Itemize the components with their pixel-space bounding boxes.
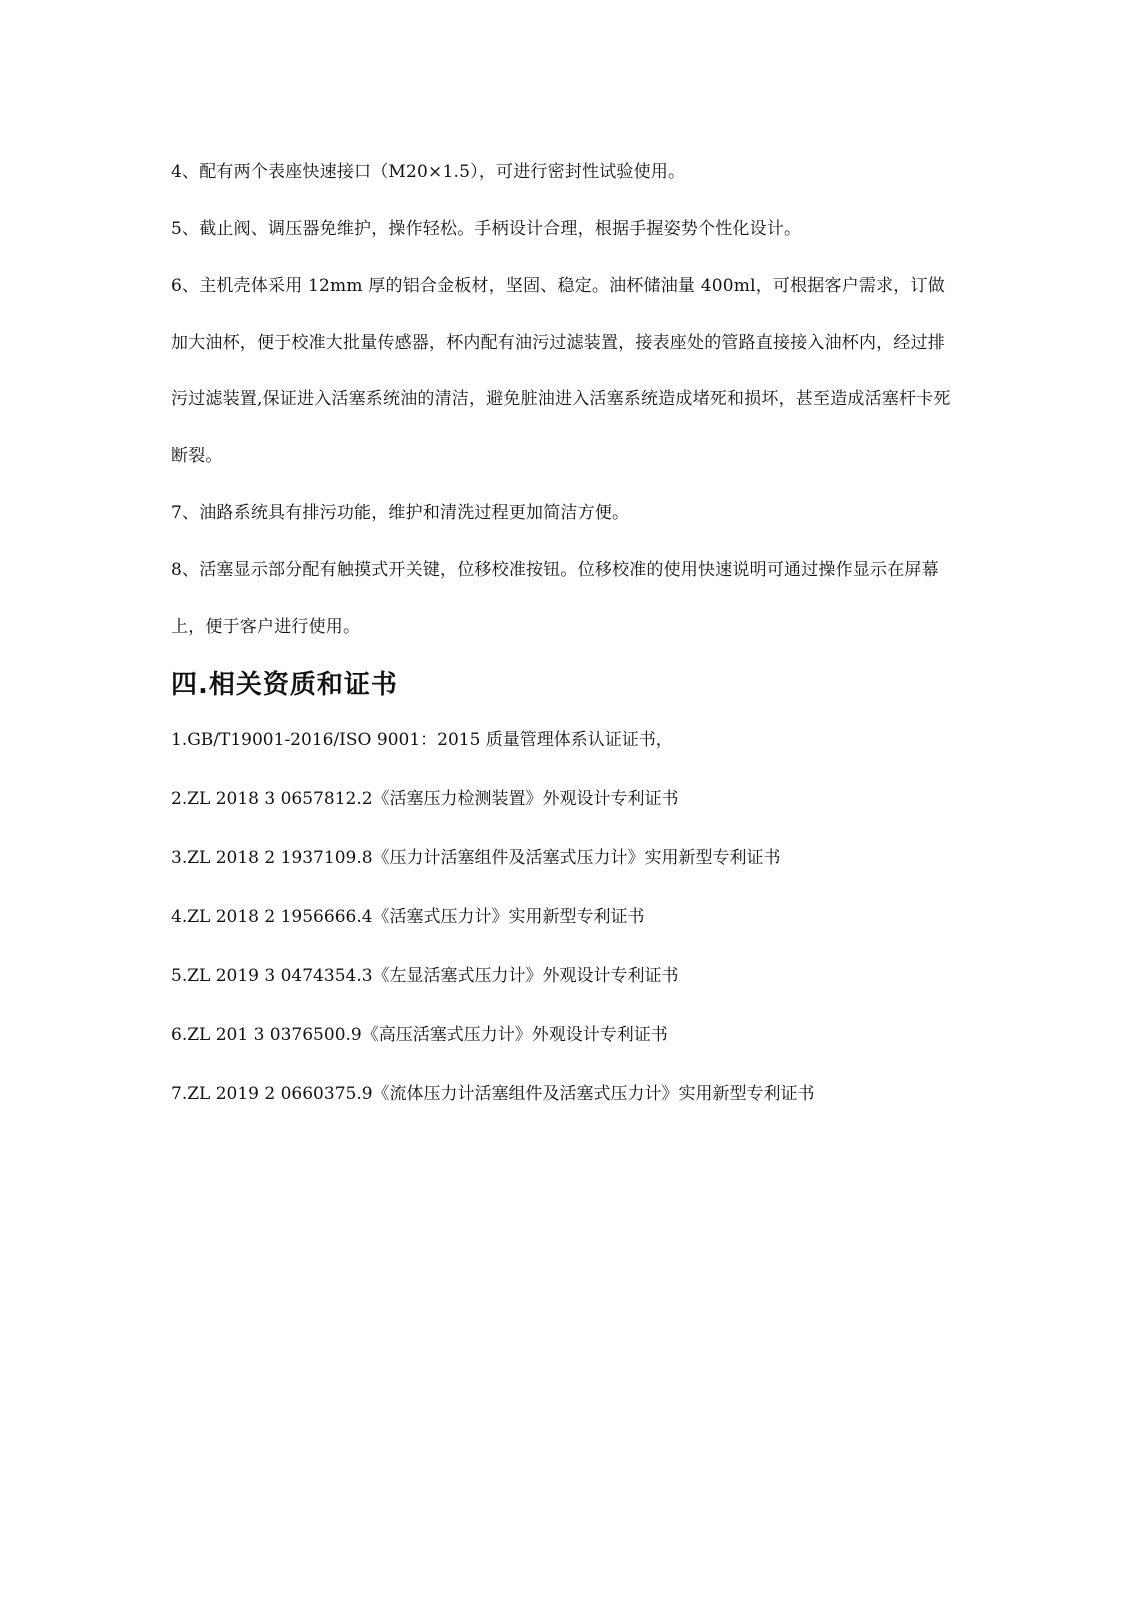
certificate-item-1: 1.GB/T19001-2016/ISO 9001：2015 质量管理体系认证证书， <box>171 730 673 750</box>
certificate-item-4: 4.ZL 2018 2 1956666.4《活塞式压力计》实用新型专利证书 <box>171 907 645 927</box>
feature-list <box>171 158 961 670</box>
feature-item-8: 8、活塞显示部分配有触摸式开关键，位移校准按钮。位移校准的使用快速说明可通过操作显示在屏幕上，便于客户进行使用。 <box>171 560 939 637</box>
feature-item-7: 7、油路系统具有排污功能，维护和清洗过程更加简洁方便。 <box>171 503 630 523</box>
certificate-item-7: 7.ZL 2019 2 0660375.9《流体压力计活塞组件及活塞式压力计》实用新型专利证书 <box>171 1084 815 1104</box>
certificate-list <box>171 726 961 1139</box>
section-heading-certificates: 四.相关资质和证书 <box>171 670 398 700</box>
certificate-item-6: 6.ZL 201 3 0376500.9《高压活塞式压力计》外观设计专利证书 <box>171 1025 668 1045</box>
feature-item-4: 4、配有两个表座快速接口（M20×1.5），可进行密封性试验使用。 <box>171 162 686 182</box>
feature-item-5: 5、截止阀、调压器免维护，操作轻松。手柄设计合理，根据手握姿势个性化设计。 <box>171 219 802 239</box>
certificate-item-2: 2.ZL 2018 3 0657812.2《活塞压力检测装置》外观设计专利证书 <box>171 789 679 809</box>
certificate-item-5: 5.ZL 2019 3 0474354.3《左显活塞式压力计》外观设计专利证书 <box>171 966 679 986</box>
certificate-item-3: 3.ZL 2018 2 1937109.8《压力计活塞组件及活塞式压力计》实用新型专利证书 <box>171 848 781 868</box>
feature-item-6: 6、主机壳体采用 12mm 厚的铝合金板材，坚固、稳定。油杯储油量 400ml，可根据客户需求，订做加大油杯，便于校准大批量传感器，杯内配有油污过滤装置，接表座处的管路直接接入油杯内，经过排污过滤装置,保证进入活塞系统油的清洁，避免脏油进入活塞系统造成堵死和损坏，甚至造成活塞杆卡死断裂。 <box>171 276 951 466</box>
